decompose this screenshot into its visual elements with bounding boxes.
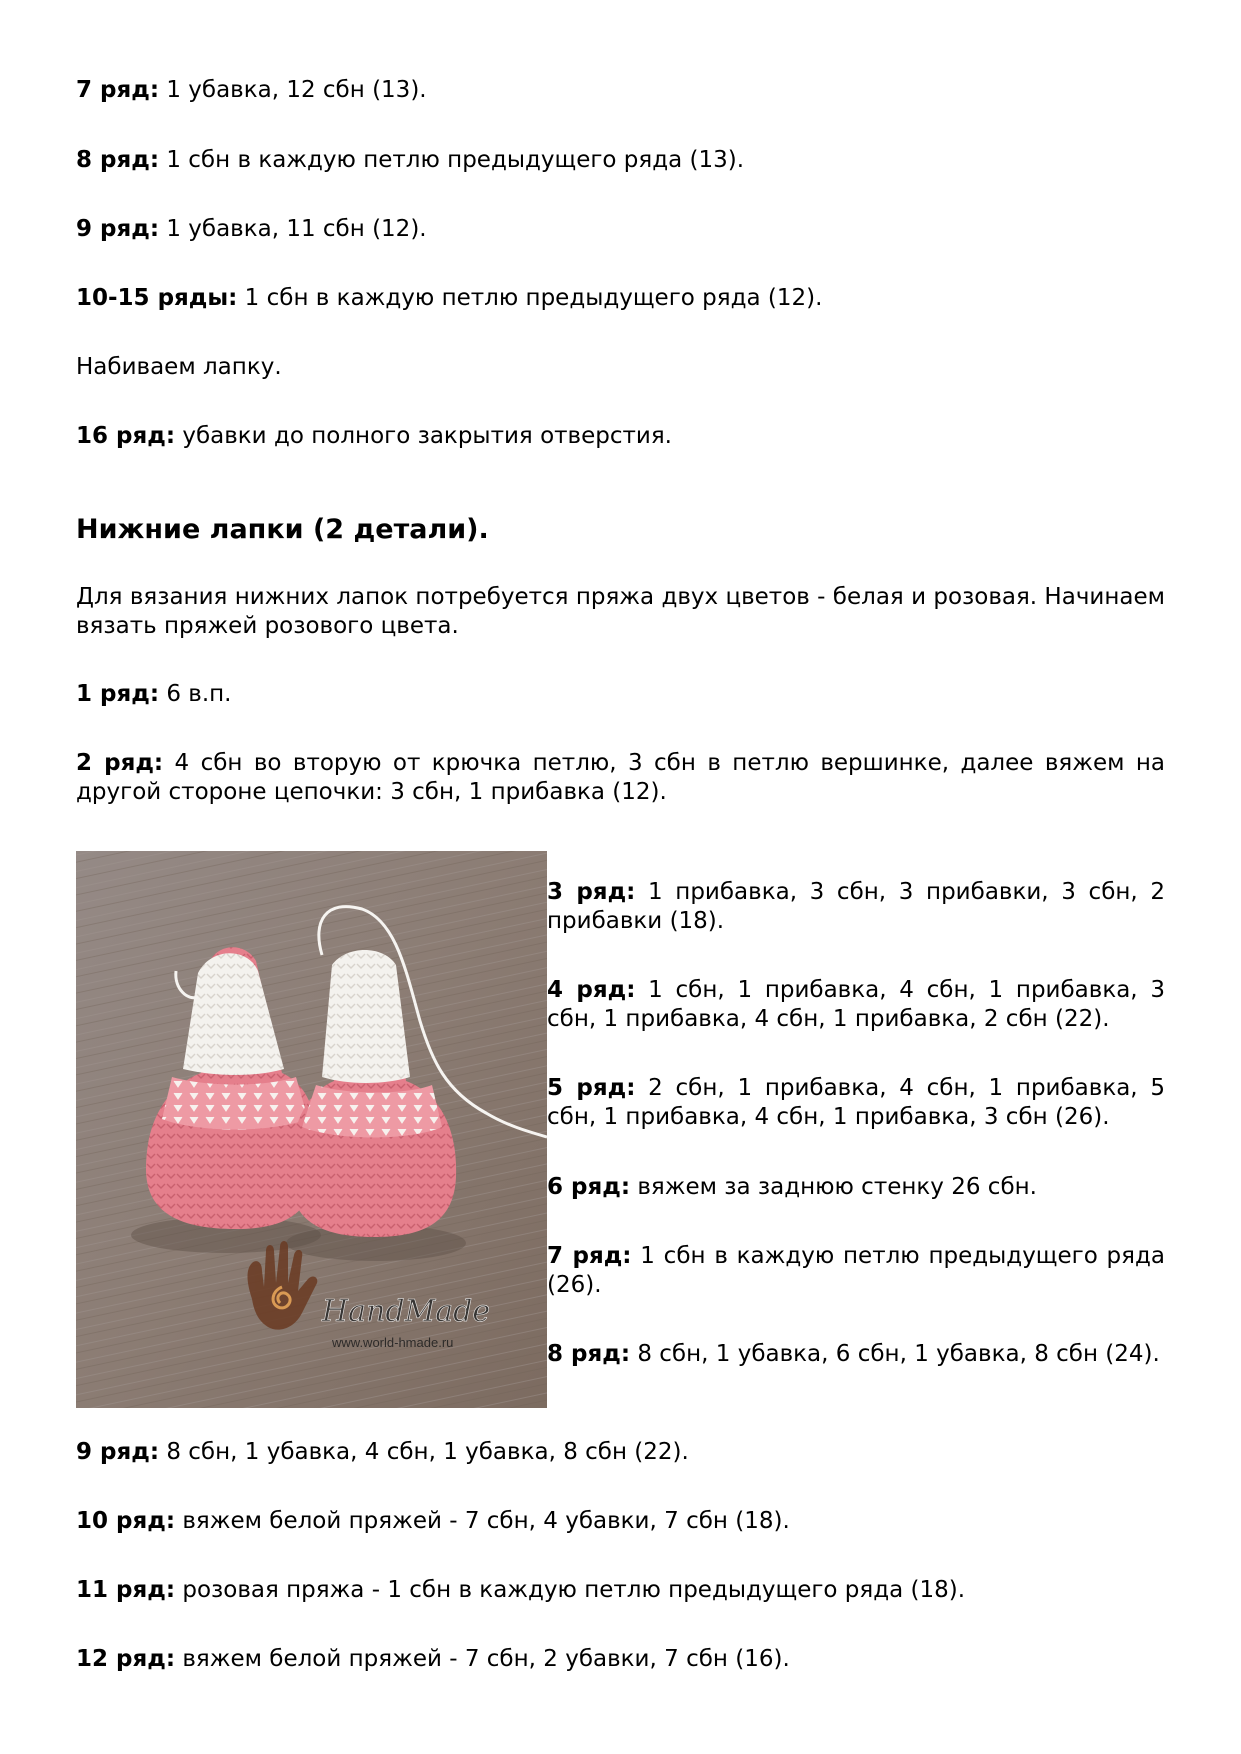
row-2: 2 ряд: 4 сбн во вторую от крючка петлю, 3 сбн в петлю вершинке, далее вяжем на другой стороне цепочки: 3 сбн, 1 прибавка (12). [76,750,1166,805]
row-7-top: 7 ряд: 1 убавка, 12 сбн (13). [76,77,427,103]
row-9-top: 9 ряд: 1 убавка, 11 сбн (12). [76,216,427,242]
row-10-15-top: 10-15 ряды: 1 сбн в каждую петлю предыдущего ряда (12). [76,285,823,311]
row-4: 4 ряд: 1 сбн, 1 прибавка, 4 сбн, 1 прибавка, 3 сбн, 1 прибавка, 4 сбн, 1 прибавка, 2 сбн (22). [547,977,1165,1032]
intro-paragraph: Для вязания нижних лапок потребуется пряжа двух цветов - белая и розовая. Начинаем вязать пряжей розового цвета. [76,584,1165,639]
row-3: 3 ряд: 1 прибавка, 3 сбн, 3 прибавки, 3 сбн, 2 прибавки (18). [547,879,1166,934]
row-7: 7 ряд: 1 сбн в каждую петлю предыдущего ряда (26). [547,1243,1165,1298]
stuff-note: Набиваем лапку. [76,354,282,380]
row-9: 9 ряд: 8 сбн, 1 убавка, 4 сбн, 1 убавка, 8 сбн (22). [76,1439,689,1465]
row-1: 1 ряд: 6 в.п. [76,681,232,707]
row-8-top: 8 ряд: 1 сбн в каждую петлю предыдущего ряда (13). [76,147,745,173]
watermark-url-text: www.world-hmade.ru [332,1335,454,1350]
row-5: 5 ряд: 2 сбн, 1 прибавка, 4 сбн, 1 прибавка, 5 сбн, 1 прибавка, 4 сбн, 1 прибавка, 3 сбн (26). [547,1075,1165,1130]
row-10: 10 ряд: вяжем белой пряжей - 7 сбн, 4 убавки, 7 сбн (18). [76,1508,790,1534]
section-title: Нижние лапки (2 детали). [76,514,489,545]
booties-photo [76,851,547,1408]
watermark-brand-text: HandMade [322,1294,491,1329]
row-6: 6 ряд: вяжем за заднюю стенку 26 сбн. [547,1174,1037,1200]
row-12: 12 ряд: вяжем белой пряжей - 7 сбн, 2 убавки, 7 сбн (16). [76,1646,790,1672]
row-11: 11 ряд: розовая пряжа - 1 сбн в каждую петлю предыдущего ряда (18). [76,1577,966,1603]
row-16: 16 ряд: убавки до полного закрытия отверстия. [76,423,672,449]
row-8: 8 ряд: 8 сбн, 1 убавка, 6 сбн, 1 убавка, 8 сбн (24). [547,1341,1160,1367]
